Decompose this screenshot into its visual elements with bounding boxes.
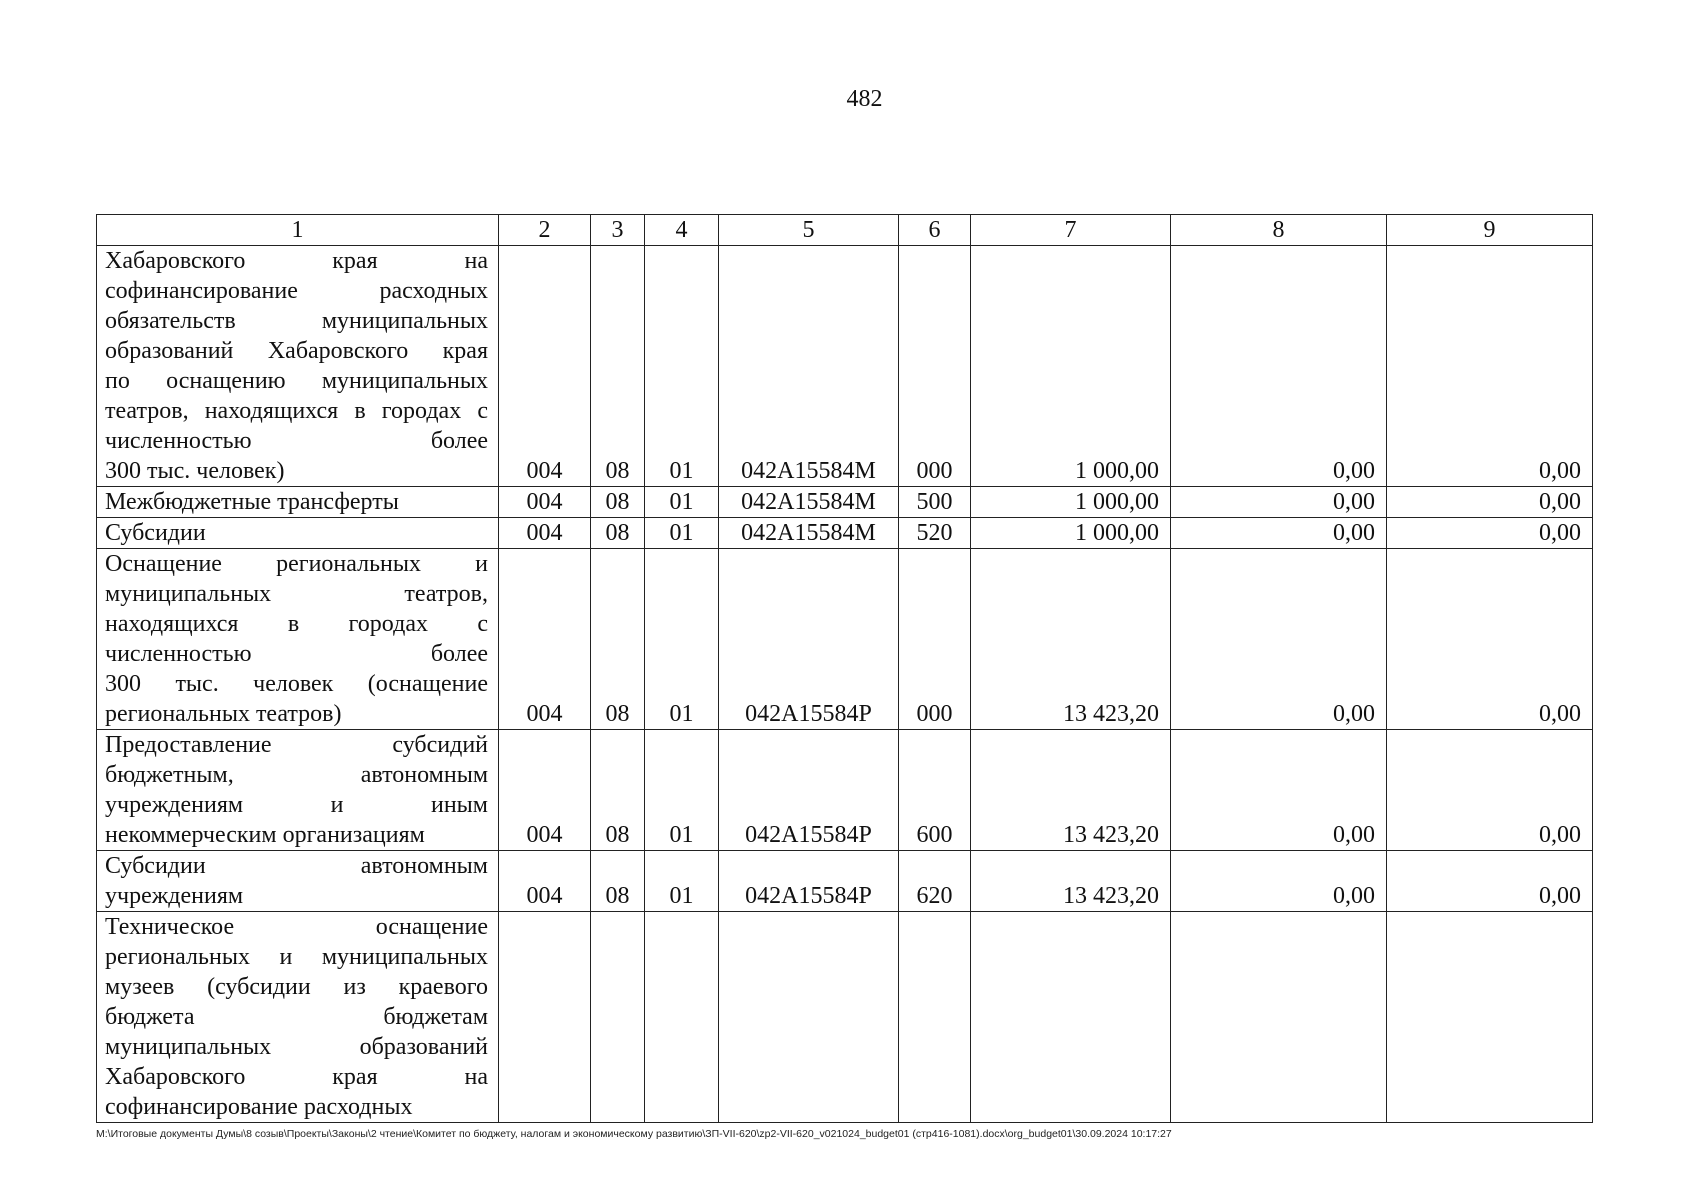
target-article-cell: 042A15584P	[719, 851, 899, 912]
subsection-code-cell: 08	[591, 487, 645, 518]
row-name-line: некоммерческим организациям	[105, 822, 425, 848]
amount-cell-9: 0,00	[1387, 549, 1593, 730]
amount-cell-8: 0,00	[1171, 851, 1387, 912]
row-name-line: по оснащению муниципальных	[105, 368, 488, 394]
expense-type-cell: 500	[899, 487, 971, 518]
amount-cell-8: 0,00	[1171, 487, 1387, 518]
subsection-code-cell: 08	[591, 730, 645, 851]
row-name-cell	[97, 246, 499, 487]
row-name-line: региональных и муниципальных	[105, 944, 488, 970]
column-header: 5	[719, 215, 899, 246]
target-code-cell	[645, 912, 719, 1123]
row-name-line: Техническое оснащение	[105, 914, 488, 940]
table-row	[97, 549, 1593, 730]
row-name-cell	[97, 487, 499, 518]
table-row	[97, 518, 1593, 549]
section-code-cell: 004	[499, 730, 591, 851]
row-name-line: учреждениям и иным	[105, 792, 488, 818]
column-header: 4	[645, 215, 719, 246]
row-name-line: региональных театров)	[105, 701, 342, 727]
section-code-cell: 004	[499, 487, 591, 518]
row-name-line: Хабаровского края на	[105, 248, 488, 274]
amount-cell-7: 1 000,00	[971, 246, 1171, 487]
budget-table	[96, 214, 1593, 1123]
amount-cell-9: 0,00	[1387, 518, 1593, 549]
row-name-line: 300 тыс. человек)	[105, 458, 285, 484]
row-name-cell	[97, 851, 499, 912]
target-article-cell: 042A15584M	[719, 487, 899, 518]
column-header: 9	[1387, 215, 1593, 246]
row-name-line: Предоставление субсидий	[105, 732, 488, 758]
row-name-line: Субсидии автономным	[105, 853, 488, 879]
amount-cell-9: 0,00	[1387, 730, 1593, 851]
table-body	[97, 246, 1593, 1123]
footer-file-path: M:\Итоговые документы Думы\8 созыв\Проекты\Законы\2 чтение\Комитет по бюджету, налогам и экономическому развитию\ЗП-VII-620\zp2-VII-620_v021024_budget01 (стр416-1081).docx\org_budget01\30.09.2024 10:17:27	[96, 1128, 1172, 1140]
amount-cell-8: 0,00	[1171, 518, 1387, 549]
row-name-line: Межбюджетные трансферты	[105, 489, 399, 515]
expense-type-cell: 000	[899, 246, 971, 487]
expense-type-cell	[899, 912, 971, 1123]
amount-cell-8: 0,00	[1171, 549, 1387, 730]
table-row	[97, 851, 1593, 912]
table-row	[97, 246, 1593, 487]
target-article-cell: 042A15584P	[719, 730, 899, 851]
row-name-line: муниципальных театров,	[105, 581, 488, 607]
amount-cell-7: 13 423,20	[971, 730, 1171, 851]
row-name-line: численностью более	[105, 428, 488, 454]
target-article-cell: 042A15584M	[719, 518, 899, 549]
amount-cell-9	[1387, 912, 1593, 1123]
row-name-cell	[97, 549, 499, 730]
target-code-cell: 01	[645, 730, 719, 851]
column-header: 8	[1171, 215, 1387, 246]
row-name-line: софинансирование расходных	[105, 278, 488, 304]
target-code-cell: 01	[645, 549, 719, 730]
row-name-line: муниципальных образований	[105, 1034, 488, 1060]
column-header: 1	[97, 215, 499, 246]
section-code-cell: 004	[499, 246, 591, 487]
section-code-cell: 004	[499, 851, 591, 912]
row-name-line: Субсидии	[105, 520, 206, 546]
row-name-cell	[97, 912, 499, 1123]
expense-type-cell: 620	[899, 851, 971, 912]
amount-cell-8: 0,00	[1171, 246, 1387, 487]
column-header: 3	[591, 215, 645, 246]
subsection-code-cell: 08	[591, 246, 645, 487]
amount-cell-7	[971, 912, 1171, 1123]
target-code-cell: 01	[645, 851, 719, 912]
expense-type-cell: 600	[899, 730, 971, 851]
row-name-cell	[97, 730, 499, 851]
target-article-cell	[719, 912, 899, 1123]
row-name-line: бюджетным, автономным	[105, 762, 488, 788]
amount-cell-9: 0,00	[1387, 851, 1593, 912]
expense-type-cell: 000	[899, 549, 971, 730]
row-name-cell	[97, 518, 499, 549]
column-header: 2	[499, 215, 591, 246]
target-code-cell: 01	[645, 246, 719, 487]
amount-cell-8: 0,00	[1171, 730, 1387, 851]
row-name-line: 300 тыс. человек (оснащение	[105, 671, 488, 697]
table-row	[97, 912, 1593, 1123]
section-code-cell: 004	[499, 549, 591, 730]
amount-cell-7: 13 423,20	[971, 549, 1171, 730]
subsection-code-cell: 08	[591, 518, 645, 549]
page-number: 482	[846, 86, 883, 112]
amount-cell-7: 1 000,00	[971, 518, 1171, 549]
row-name-line: учреждениям	[105, 883, 244, 909]
subsection-code-cell: 08	[591, 549, 645, 730]
row-name-line: численностью более	[105, 641, 488, 667]
subsection-code-cell	[591, 912, 645, 1123]
target-code-cell: 01	[645, 487, 719, 518]
row-name-line: Хабаровского края на	[105, 1064, 488, 1090]
table-header-row	[97, 215, 1593, 246]
column-header: 7	[971, 215, 1171, 246]
row-name-line: бюджета бюджетам	[105, 1004, 488, 1030]
table-row	[97, 730, 1593, 851]
target-article-cell: 042A15584P	[719, 549, 899, 730]
subsection-code-cell: 08	[591, 851, 645, 912]
expense-type-cell: 520	[899, 518, 971, 549]
row-name-line: Оснащение региональных и	[105, 551, 488, 577]
amount-cell-7: 1 000,00	[971, 487, 1171, 518]
column-header: 6	[899, 215, 971, 246]
row-name-line: театров, находящихся в городах с	[105, 398, 488, 424]
section-code-cell: 004	[499, 518, 591, 549]
target-code-cell: 01	[645, 518, 719, 549]
amount-cell-9: 0,00	[1387, 246, 1593, 487]
target-article-cell: 042A15584M	[719, 246, 899, 487]
row-name-line: обязательств муниципальных	[105, 308, 488, 334]
section-code-cell	[499, 912, 591, 1123]
row-name-line: музеев (субсидии из краевого	[105, 974, 488, 1000]
row-name-line: образований Хабаровского края	[105, 338, 488, 364]
row-name-line: находящихся в городах с	[105, 611, 488, 637]
amount-cell-7: 13 423,20	[971, 851, 1171, 912]
amount-cell-8	[1171, 912, 1387, 1123]
row-name-line: софинансирование расходных	[105, 1094, 413, 1120]
amount-cell-9: 0,00	[1387, 487, 1593, 518]
table-row	[97, 487, 1593, 518]
